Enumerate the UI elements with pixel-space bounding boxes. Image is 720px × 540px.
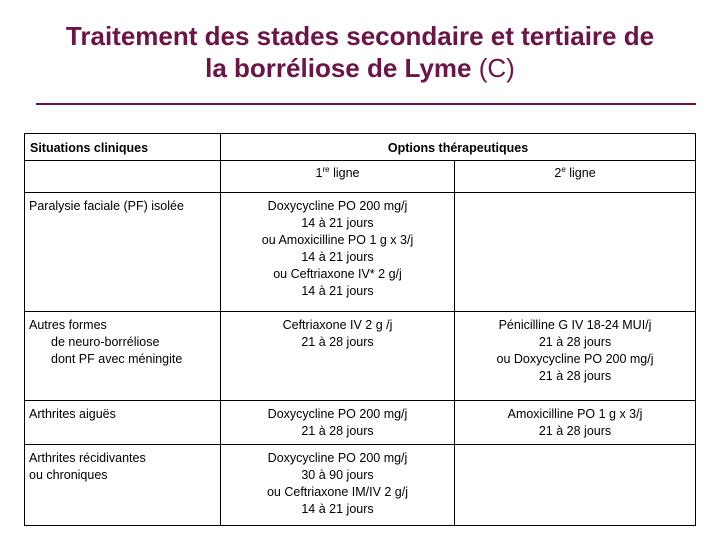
second-line-word: ligne: [565, 166, 596, 180]
first-line-cell: [221, 401, 455, 445]
header-first-line: [221, 161, 455, 193]
treatment-text: 21 à 28 jours: [301, 424, 374, 438]
situation-cell: [25, 445, 221, 526]
treatment-text: 14 à 21 jours: [301, 250, 374, 264]
header-situations-spacer: [25, 161, 221, 193]
situation-cell: [25, 312, 221, 401]
treatment-text: 21 à 28 jours: [538, 424, 612, 438]
subheader-row: [25, 161, 696, 193]
first-line-cell: [221, 445, 455, 526]
table-row: [25, 312, 696, 401]
situation-text: Arthrites récidivantes: [29, 451, 146, 465]
title-suffix: (C): [471, 53, 515, 83]
situation-cell: [25, 401, 221, 445]
header-row: [25, 134, 696, 161]
treatment-text: ou Doxycycline PO 200 mg/j: [496, 352, 654, 366]
title-line-1: Traitement des stades secondaire et tertiaire de: [65, 21, 655, 51]
situation-text: Arthrites aiguës: [29, 407, 116, 421]
title-divider: [36, 103, 696, 105]
treatment-text: 30 à 90 jours: [301, 468, 374, 482]
second-line-cell: [455, 312, 696, 401]
title-line-2-main: la borréliose de Lyme: [205, 53, 472, 83]
slide-title: [0, 20, 720, 84]
treatment-text: 14 à 21 jours: [301, 502, 374, 516]
treatment-table: [24, 133, 696, 526]
treatment-text: Doxycycline PO 200 mg/j: [267, 199, 408, 213]
situation-cell: [25, 193, 221, 312]
second-line-cell: [455, 445, 696, 526]
situation-text: de neuro-borréliose: [51, 335, 160, 349]
treatment-text: Doxycycline PO 200 mg/j: [267, 407, 408, 421]
treatment-text: Doxycycline PO 200 mg/j: [267, 451, 408, 465]
treatment-text: ou Ceftriaxone IM/IV 2 g/j: [266, 485, 409, 499]
situation-text: Autres formes: [29, 318, 107, 332]
second-line-sup: e: [561, 164, 566, 174]
treatment-text: 21 à 28 jours: [301, 335, 374, 349]
header-second-line: [455, 161, 696, 193]
second-line-cell: [455, 401, 696, 445]
table-row: [25, 193, 696, 312]
treatment-text: 14 à 21 jours: [301, 284, 374, 298]
treatment-text: Amoxicilline PO 1 g x 3/j: [507, 407, 643, 421]
treatment-text: ou Ceftriaxone IV* 2 g/j: [273, 267, 402, 281]
title-line-2: [0, 52, 720, 84]
header-options: Options thérapeutiques: [221, 134, 696, 161]
header-situations: Situations cliniques: [25, 134, 221, 161]
first-line-sup: re: [322, 164, 330, 174]
second-line-num: 2: [554, 166, 562, 180]
treatment-text: ou Amoxicilline PO 1 g x 3/j: [261, 233, 414, 247]
table-row: [25, 445, 696, 526]
first-line-cell: [221, 193, 455, 312]
first-line-word: ligne: [329, 166, 360, 180]
situation-text: Paralysie faciale (PF) isolée: [29, 199, 184, 213]
situation-text: dont PF avec méningite: [51, 352, 183, 366]
treatment-text: 21 à 28 jours: [538, 335, 612, 349]
first-line-num: 1: [315, 166, 323, 180]
second-line-cell: [455, 193, 696, 312]
treatment-text: 21 à 28 jours: [538, 369, 612, 383]
table-row: [25, 401, 696, 445]
treatment-text: Ceftriaxone IV 2 g /j: [282, 318, 393, 332]
treatment-text: 14 à 21 jours: [301, 216, 374, 230]
situation-text: ou chroniques: [29, 468, 108, 482]
first-line-cell: [221, 312, 455, 401]
treatment-text: Pénicilline G IV 18-24 MUI/j: [498, 318, 652, 332]
